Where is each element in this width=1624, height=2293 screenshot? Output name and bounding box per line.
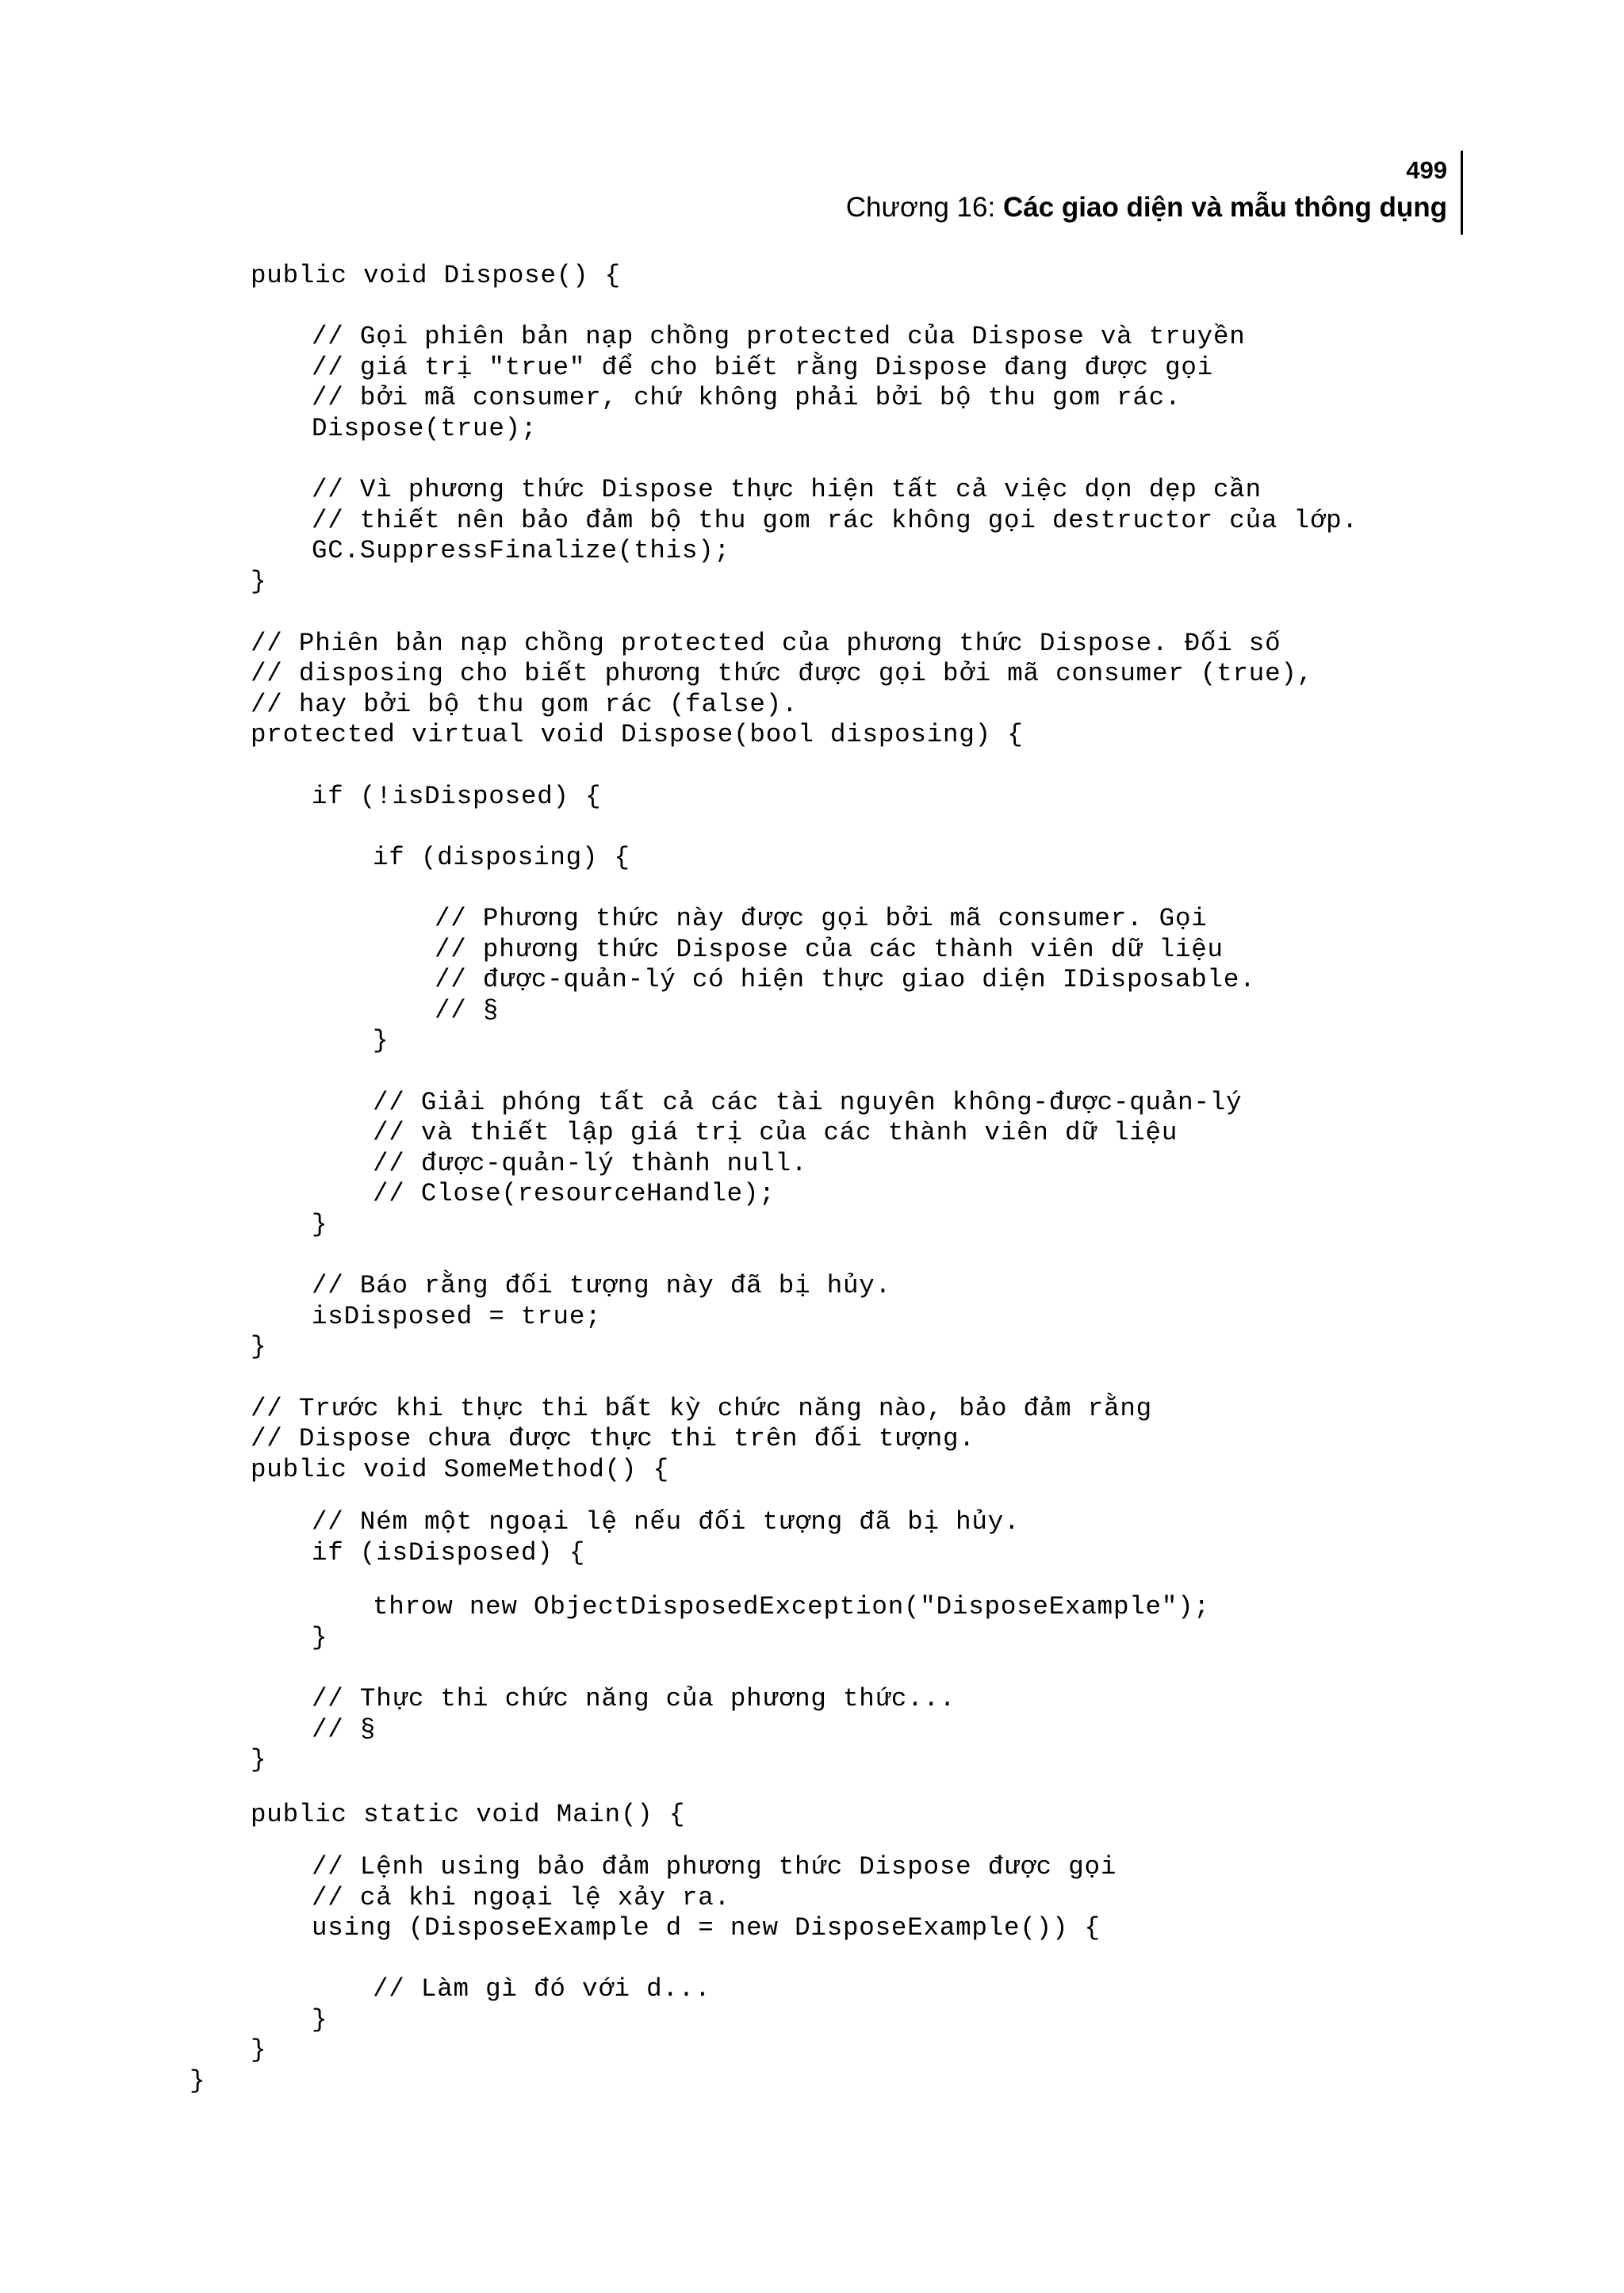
code-line: } — [190, 2066, 206, 2096]
code-line: } — [373, 1026, 389, 1055]
chapter-heading — [846, 189, 1447, 226]
code-line: // Dispose chưa được thực thi trên đối tượng. — [251, 1424, 975, 1453]
code-line: } — [312, 1210, 328, 1239]
code-line: // disposing cho biết phương thức được gọi bởi mã consumer (true), — [251, 659, 1314, 688]
code-line: // Làm gì đó với d... — [373, 1974, 711, 2004]
code-line: // Trước khi thực thi bất kỳ chức năng nào, bảo đảm rằng — [251, 1394, 1152, 1423]
code-line: using (DisposeExample d = new DisposeExample()) { — [312, 1913, 1101, 1943]
chapter-title: Các giao diện và mẫu thông dụng — [1002, 192, 1447, 223]
code-listing — [0, 260, 1358, 2096]
code-line: if (isDisposed) { — [312, 1538, 586, 1568]
code-line: // Lệnh using bảo đảm phương thức Dispose được gọi — [312, 1852, 1117, 1881]
code-line: // Thực thi chức năng của phương thức... — [312, 1684, 956, 1713]
code-line: } — [312, 2005, 328, 2035]
code-line: if (!isDisposed) { — [312, 782, 602, 811]
code-line: // bởi mã consumer, chứ không phải bởi bộ thu gom rác. — [312, 383, 1182, 412]
code-line: } — [251, 567, 267, 596]
code-line: // hay bởi bộ thu gom rác (false). — [251, 690, 799, 719]
code-line: protected virtual void Dispose(bool disposing) { — [251, 720, 1024, 749]
code-line: // Close(resourceHandle); — [373, 1179, 776, 1208]
code-line: GC.SuppressFinalize(this); — [312, 536, 730, 565]
code-line: // Phiên bản nạp chồng protected của phương thức Dispose. Đối số — [251, 629, 1281, 658]
code-line: // Ném một ngoại lệ nếu đối tượng đã bị hủy. — [312, 1507, 1021, 1537]
code-line: public void SomeMethod() { — [251, 1455, 669, 1484]
code-line: // thiết nên bảo đảm bộ thu gom rác không gọi destructor của lớp. — [312, 506, 1358, 535]
page-header — [846, 155, 1447, 226]
code-line: // § — [435, 996, 500, 1025]
code-line: } — [251, 1745, 267, 1774]
code-line: isDisposed = true; — [312, 1302, 602, 1331]
code-line: // được-quản-lý thành null. — [373, 1149, 808, 1178]
code-line: // được-quản-lý có hiện thực giao diện IDisposable. — [435, 965, 1256, 994]
code-line: // § — [312, 1715, 377, 1744]
code-line: throw new ObjectDisposedException("DisposeExample"); — [373, 1592, 1210, 1621]
code-line: // phương thức Dispose của các thành viên dữ liệu — [435, 935, 1224, 964]
code-line: Dispose(true); — [312, 414, 538, 443]
code-line: public static void Main() { — [251, 1800, 686, 1829]
code-line: // giá trị "true" để cho biết rằng Dispose đang được gọi — [312, 353, 1213, 382]
code-line: // Giải phóng tất cả các tài nguyên không-được-quản-lý — [373, 1088, 1243, 1117]
code-line: // Vì phương thức Dispose thực hiện tất cả việc dọn dẹp cần — [312, 475, 1262, 504]
code-line: // Phương thức này được gọi bởi mã consumer. Gọi — [435, 904, 1208, 933]
code-line: // và thiết lập giá trị của các thành viên dữ liệu — [373, 1118, 1178, 1147]
code-line: public void Dispose() { — [251, 261, 621, 290]
code-line: if (disposing) { — [373, 843, 630, 872]
code-line: // cả khi ngoại lệ xảy ra. — [312, 1883, 730, 1912]
code-line: // Báo rằng đối tượng này đã bị hủy. — [312, 1271, 891, 1300]
code-line: } — [251, 1332, 267, 1361]
chapter-prefix: Chương 16: — [845, 192, 1003, 223]
header-rule — [1461, 151, 1463, 235]
page-number: 499 — [1406, 156, 1447, 184]
code-line: } — [251, 2035, 267, 2065]
code-line: // Gọi phiên bản nạp chồng protected của Dispose và truyền — [312, 322, 1246, 351]
code-line: } — [312, 1623, 328, 1652]
